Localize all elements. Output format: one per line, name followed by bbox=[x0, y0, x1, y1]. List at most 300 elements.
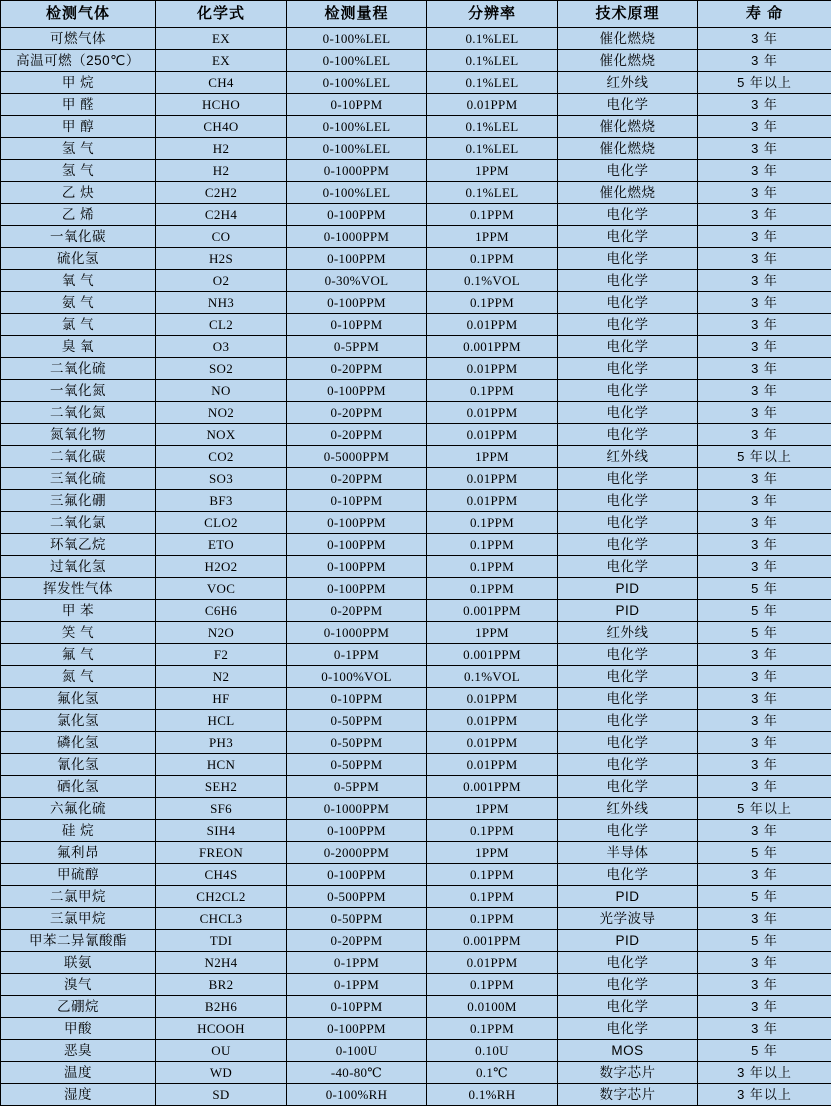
cell-principle: 电化学 bbox=[558, 336, 698, 358]
cell-resolution: 0.001PPM bbox=[427, 776, 558, 798]
cell-lifespan: 3 年 bbox=[698, 534, 831, 556]
cell-resolution: 0.01PPM bbox=[427, 952, 558, 974]
cell-lifespan: 3 年 bbox=[698, 28, 831, 50]
cell-resolution: 0.1PPM bbox=[427, 534, 558, 556]
cell-formula: H2 bbox=[156, 160, 287, 182]
cell-lifespan: 3 年 bbox=[698, 204, 831, 226]
cell-formula: PH3 bbox=[156, 732, 287, 754]
cell-formula: H2 bbox=[156, 138, 287, 160]
cell-gas: 乙 烯 bbox=[1, 204, 156, 226]
table-row bbox=[1, 358, 831, 380]
cell-resolution: 0.1PPM bbox=[427, 974, 558, 996]
cell-range: 0-20PPM bbox=[287, 358, 427, 380]
cell-range: 0-10PPM bbox=[287, 996, 427, 1018]
cell-gas: 二氧化氮 bbox=[1, 402, 156, 424]
cell-range: 0-100%LEL bbox=[287, 116, 427, 138]
cell-principle: 电化学 bbox=[558, 666, 698, 688]
cell-gas: 联氨 bbox=[1, 952, 156, 974]
cell-gas: 甲苯二异氰酸酯 bbox=[1, 930, 156, 952]
cell-range: 0-100PPM bbox=[287, 292, 427, 314]
cell-range: 0-2000PPM bbox=[287, 842, 427, 864]
table-row bbox=[1, 380, 831, 402]
table-row bbox=[1, 468, 831, 490]
cell-formula: HCOOH bbox=[156, 1018, 287, 1040]
table-body bbox=[1, 28, 831, 1106]
cell-gas: 湿度 bbox=[1, 1084, 156, 1106]
cell-formula: SD bbox=[156, 1084, 287, 1106]
cell-principle: 电化学 bbox=[558, 820, 698, 842]
cell-resolution: 0.01PPM bbox=[427, 688, 558, 710]
cell-gas: 硅 烷 bbox=[1, 820, 156, 842]
cell-principle: PID bbox=[558, 930, 698, 952]
cell-formula: HCHO bbox=[156, 94, 287, 116]
cell-principle: 电化学 bbox=[558, 776, 698, 798]
cell-principle: 光学波导 bbox=[558, 908, 698, 930]
cell-formula: B2H6 bbox=[156, 996, 287, 1018]
cell-gas: 氟 气 bbox=[1, 644, 156, 666]
cell-lifespan: 5 年 bbox=[698, 886, 831, 908]
table-row bbox=[1, 1062, 831, 1084]
cell-principle: 电化学 bbox=[558, 556, 698, 578]
cell-formula: HF bbox=[156, 688, 287, 710]
cell-principle: 电化学 bbox=[558, 996, 698, 1018]
cell-formula: F2 bbox=[156, 644, 287, 666]
cell-lifespan: 3 年 bbox=[698, 710, 831, 732]
column-header-lifespan: 寿 命 bbox=[698, 1, 831, 28]
cell-lifespan: 3 年 bbox=[698, 688, 831, 710]
cell-lifespan: 3 年 bbox=[698, 182, 831, 204]
cell-principle: PID bbox=[558, 578, 698, 600]
cell-resolution: 0.1%LEL bbox=[427, 182, 558, 204]
cell-resolution: 0.1PPM bbox=[427, 820, 558, 842]
cell-gas: 磷化氢 bbox=[1, 732, 156, 754]
table-row bbox=[1, 710, 831, 732]
cell-formula: ETO bbox=[156, 534, 287, 556]
cell-gas: 一氧化碳 bbox=[1, 226, 156, 248]
cell-formula: CO2 bbox=[156, 446, 287, 468]
table-row bbox=[1, 94, 831, 116]
cell-formula: CL2 bbox=[156, 314, 287, 336]
cell-lifespan: 5 年 bbox=[698, 1040, 831, 1062]
table-row bbox=[1, 292, 831, 314]
cell-resolution: 0.1PPM bbox=[427, 512, 558, 534]
cell-formula: NH3 bbox=[156, 292, 287, 314]
cell-resolution: 0.01PPM bbox=[427, 490, 558, 512]
table-row bbox=[1, 270, 831, 292]
table-row bbox=[1, 72, 831, 94]
cell-gas: 甲硫醇 bbox=[1, 864, 156, 886]
cell-gas: 三氯甲烷 bbox=[1, 908, 156, 930]
cell-lifespan: 3 年 bbox=[698, 666, 831, 688]
cell-formula: FREON bbox=[156, 842, 287, 864]
cell-formula: BF3 bbox=[156, 490, 287, 512]
cell-range: 0-20PPM bbox=[287, 402, 427, 424]
cell-gas: 硫化氢 bbox=[1, 248, 156, 270]
cell-principle: 电化学 bbox=[558, 424, 698, 446]
table-row bbox=[1, 314, 831, 336]
table-row bbox=[1, 864, 831, 886]
cell-gas: 甲 烷 bbox=[1, 72, 156, 94]
cell-resolution: 1PPM bbox=[427, 798, 558, 820]
cell-resolution: 0.01PPM bbox=[427, 358, 558, 380]
cell-principle: 半导体 bbox=[558, 842, 698, 864]
cell-range: 0-20PPM bbox=[287, 424, 427, 446]
table-row bbox=[1, 336, 831, 358]
cell-range: 0-1PPM bbox=[287, 952, 427, 974]
table-row bbox=[1, 248, 831, 270]
cell-resolution: 0.0100M bbox=[427, 996, 558, 1018]
cell-gas: 恶臭 bbox=[1, 1040, 156, 1062]
cell-resolution: 0.1PPM bbox=[427, 908, 558, 930]
cell-formula: SO2 bbox=[156, 358, 287, 380]
table-row bbox=[1, 754, 831, 776]
cell-lifespan: 3 年 bbox=[698, 248, 831, 270]
cell-formula: O3 bbox=[156, 336, 287, 358]
table-row bbox=[1, 578, 831, 600]
table-row bbox=[1, 1040, 831, 1062]
cell-formula: C6H6 bbox=[156, 600, 287, 622]
cell-formula: CLO2 bbox=[156, 512, 287, 534]
cell-formula: WD bbox=[156, 1062, 287, 1084]
table-row bbox=[1, 160, 831, 182]
table-row bbox=[1, 182, 831, 204]
table-row bbox=[1, 820, 831, 842]
cell-resolution: 0.01PPM bbox=[427, 314, 558, 336]
cell-gas: 氟化氢 bbox=[1, 688, 156, 710]
cell-formula: BR2 bbox=[156, 974, 287, 996]
cell-resolution: 0.001PPM bbox=[427, 336, 558, 358]
cell-range: 0-5PPM bbox=[287, 776, 427, 798]
cell-resolution: 0.01PPM bbox=[427, 732, 558, 754]
cell-gas: 氯化氢 bbox=[1, 710, 156, 732]
table-row bbox=[1, 798, 831, 820]
cell-range: 0-100%LEL bbox=[287, 72, 427, 94]
cell-formula: O2 bbox=[156, 270, 287, 292]
cell-resolution: 0.1PPM bbox=[427, 1018, 558, 1040]
cell-lifespan: 3 年 bbox=[698, 358, 831, 380]
cell-lifespan: 3 年 bbox=[698, 336, 831, 358]
cell-gas: 温度 bbox=[1, 1062, 156, 1084]
cell-resolution: 0.1PPM bbox=[427, 380, 558, 402]
cell-lifespan: 5 年 bbox=[698, 600, 831, 622]
cell-formula: OU bbox=[156, 1040, 287, 1062]
cell-range: 0-100PPM bbox=[287, 512, 427, 534]
cell-range: 0-100PPM bbox=[287, 204, 427, 226]
cell-principle: 电化学 bbox=[558, 512, 698, 534]
cell-resolution: 1PPM bbox=[427, 160, 558, 182]
cell-gas: 氟利昂 bbox=[1, 842, 156, 864]
cell-formula: C2H2 bbox=[156, 182, 287, 204]
cell-lifespan: 5 年以上 bbox=[698, 798, 831, 820]
cell-formula: SO3 bbox=[156, 468, 287, 490]
cell-principle: 电化学 bbox=[558, 688, 698, 710]
table-row bbox=[1, 688, 831, 710]
cell-formula: NO bbox=[156, 380, 287, 402]
cell-range: 0-50PPM bbox=[287, 732, 427, 754]
cell-resolution: 0.01PPM bbox=[427, 754, 558, 776]
cell-gas: 环氧乙烷 bbox=[1, 534, 156, 556]
cell-range: 0-100%VOL bbox=[287, 666, 427, 688]
cell-resolution: 0.1PPM bbox=[427, 248, 558, 270]
cell-range: -40-80℃ bbox=[287, 1062, 427, 1084]
table-row bbox=[1, 996, 831, 1018]
cell-range: 0-5000PPM bbox=[287, 446, 427, 468]
cell-formula: N2O bbox=[156, 622, 287, 644]
cell-range: 0-50PPM bbox=[287, 754, 427, 776]
table-row bbox=[1, 952, 831, 974]
cell-principle: 电化学 bbox=[558, 864, 698, 886]
cell-lifespan: 3 年 bbox=[698, 996, 831, 1018]
cell-range: 0-100PPM bbox=[287, 578, 427, 600]
cell-gas: 二氧化硫 bbox=[1, 358, 156, 380]
cell-lifespan: 3 年 bbox=[698, 160, 831, 182]
cell-formula: EX bbox=[156, 28, 287, 50]
cell-range: 0-10PPM bbox=[287, 490, 427, 512]
table-row bbox=[1, 974, 831, 996]
cell-lifespan: 3 年 bbox=[698, 820, 831, 842]
cell-resolution: 0.1%RH bbox=[427, 1084, 558, 1106]
column-header-range: 检测量程 bbox=[287, 1, 427, 28]
cell-gas: 甲 醇 bbox=[1, 116, 156, 138]
column-header-principle: 技术原理 bbox=[558, 1, 698, 28]
cell-principle: 红外线 bbox=[558, 798, 698, 820]
cell-lifespan: 3 年 bbox=[698, 116, 831, 138]
cell-lifespan: 3 年 bbox=[698, 864, 831, 886]
cell-range: 0-10PPM bbox=[287, 314, 427, 336]
cell-resolution: 0.1%LEL bbox=[427, 28, 558, 50]
cell-lifespan: 3 年 bbox=[698, 644, 831, 666]
table-row bbox=[1, 600, 831, 622]
table-row bbox=[1, 908, 831, 930]
cell-principle: 催化燃烧 bbox=[558, 116, 698, 138]
cell-formula: NOX bbox=[156, 424, 287, 446]
cell-principle: 红外线 bbox=[558, 446, 698, 468]
cell-principle: 红外线 bbox=[558, 72, 698, 94]
cell-principle: 电化学 bbox=[558, 314, 698, 336]
cell-formula: CH4O bbox=[156, 116, 287, 138]
cell-gas: 氢 气 bbox=[1, 160, 156, 182]
cell-principle: 电化学 bbox=[558, 204, 698, 226]
cell-principle: 电化学 bbox=[558, 490, 698, 512]
table-row bbox=[1, 446, 831, 468]
cell-resolution: 0.001PPM bbox=[427, 644, 558, 666]
cell-range: 0-10PPM bbox=[287, 688, 427, 710]
table-row bbox=[1, 116, 831, 138]
table-row bbox=[1, 534, 831, 556]
cell-range: 0-30%VOL bbox=[287, 270, 427, 292]
table-row bbox=[1, 490, 831, 512]
cell-resolution: 0.1%VOL bbox=[427, 666, 558, 688]
table-header bbox=[1, 1, 831, 28]
cell-formula: SF6 bbox=[156, 798, 287, 820]
cell-range: 0-100%LEL bbox=[287, 182, 427, 204]
cell-lifespan: 5 年 bbox=[698, 578, 831, 600]
cell-gas: 氰化氢 bbox=[1, 754, 156, 776]
table-row bbox=[1, 402, 831, 424]
cell-formula: EX bbox=[156, 50, 287, 72]
cell-formula: CO bbox=[156, 226, 287, 248]
cell-lifespan: 3 年 bbox=[698, 380, 831, 402]
table-row bbox=[1, 204, 831, 226]
cell-resolution: 0.01PPM bbox=[427, 94, 558, 116]
cell-gas: 挥发性气体 bbox=[1, 578, 156, 600]
cell-range: 0-100PPM bbox=[287, 534, 427, 556]
cell-principle: 电化学 bbox=[558, 1018, 698, 1040]
cell-resolution: 0.10U bbox=[427, 1040, 558, 1062]
cell-resolution: 1PPM bbox=[427, 226, 558, 248]
cell-range: 0-50PPM bbox=[287, 710, 427, 732]
cell-lifespan: 5 年 bbox=[698, 622, 831, 644]
cell-lifespan: 3 年 bbox=[698, 952, 831, 974]
cell-principle: 电化学 bbox=[558, 952, 698, 974]
cell-gas: 三氧化硫 bbox=[1, 468, 156, 490]
cell-gas: 甲 苯 bbox=[1, 600, 156, 622]
cell-resolution: 1PPM bbox=[427, 842, 558, 864]
cell-range: 0-100PPM bbox=[287, 1018, 427, 1040]
cell-range: 0-100%LEL bbox=[287, 28, 427, 50]
cell-lifespan: 3 年 bbox=[698, 556, 831, 578]
cell-resolution: 0.1℃ bbox=[427, 1062, 558, 1084]
cell-principle: 电化学 bbox=[558, 160, 698, 182]
cell-formula: NO2 bbox=[156, 402, 287, 424]
table-row bbox=[1, 424, 831, 446]
cell-gas: 氮氧化物 bbox=[1, 424, 156, 446]
cell-lifespan: 3 年 bbox=[698, 754, 831, 776]
cell-lifespan: 3 年 bbox=[698, 1018, 831, 1040]
cell-gas: 二氯甲烷 bbox=[1, 886, 156, 908]
cell-range: 0-100U bbox=[287, 1040, 427, 1062]
cell-range: 0-100%LEL bbox=[287, 138, 427, 160]
cell-range: 0-1000PPM bbox=[287, 622, 427, 644]
cell-lifespan: 3 年 bbox=[698, 94, 831, 116]
cell-formula: VOC bbox=[156, 578, 287, 600]
cell-principle: 电化学 bbox=[558, 732, 698, 754]
cell-gas: 笑 气 bbox=[1, 622, 156, 644]
cell-resolution: 0.01PPM bbox=[427, 710, 558, 732]
cell-formula: CH4 bbox=[156, 72, 287, 94]
cell-principle: 电化学 bbox=[558, 644, 698, 666]
table-row bbox=[1, 622, 831, 644]
cell-range: 0-1000PPM bbox=[287, 160, 427, 182]
cell-range: 0-10PPM bbox=[287, 94, 427, 116]
cell-lifespan: 3 年 bbox=[698, 776, 831, 798]
cell-range: 0-100PPM bbox=[287, 380, 427, 402]
table-row bbox=[1, 556, 831, 578]
cell-range: 0-1000PPM bbox=[287, 798, 427, 820]
cell-resolution: 0.1PPM bbox=[427, 204, 558, 226]
cell-principle: 催化燃烧 bbox=[558, 138, 698, 160]
cell-gas: 氮 气 bbox=[1, 666, 156, 688]
cell-resolution: 0.1PPM bbox=[427, 886, 558, 908]
cell-principle: 催化燃烧 bbox=[558, 50, 698, 72]
cell-resolution: 1PPM bbox=[427, 446, 558, 468]
cell-principle: 数字芯片 bbox=[558, 1062, 698, 1084]
cell-resolution: 0.001PPM bbox=[427, 600, 558, 622]
table-row bbox=[1, 50, 831, 72]
cell-formula: TDI bbox=[156, 930, 287, 952]
cell-gas: 氨 气 bbox=[1, 292, 156, 314]
cell-principle: PID bbox=[558, 600, 698, 622]
table-row bbox=[1, 776, 831, 798]
cell-gas: 氯 气 bbox=[1, 314, 156, 336]
cell-gas: 臭 氧 bbox=[1, 336, 156, 358]
cell-formula: CH2CL2 bbox=[156, 886, 287, 908]
cell-resolution: 0.1PPM bbox=[427, 556, 558, 578]
table-row bbox=[1, 1084, 831, 1106]
cell-principle: 红外线 bbox=[558, 622, 698, 644]
cell-formula: CHCL3 bbox=[156, 908, 287, 930]
cell-resolution: 0.01PPM bbox=[427, 424, 558, 446]
cell-gas: 乙 炔 bbox=[1, 182, 156, 204]
cell-resolution: 0.1%LEL bbox=[427, 138, 558, 160]
cell-principle: 电化学 bbox=[558, 534, 698, 556]
cell-formula: CH4S bbox=[156, 864, 287, 886]
cell-principle: 电化学 bbox=[558, 380, 698, 402]
table-row bbox=[1, 644, 831, 666]
cell-principle: 电化学 bbox=[558, 710, 698, 732]
cell-lifespan: 5 年以上 bbox=[698, 446, 831, 468]
cell-lifespan: 5 年以上 bbox=[698, 72, 831, 94]
cell-resolution: 0.1PPM bbox=[427, 578, 558, 600]
cell-range: 0-500PPM bbox=[287, 886, 427, 908]
table-row bbox=[1, 28, 831, 50]
cell-lifespan: 3 年以上 bbox=[698, 1062, 831, 1084]
table-row bbox=[1, 886, 831, 908]
cell-lifespan: 3 年 bbox=[698, 424, 831, 446]
cell-formula: N2 bbox=[156, 666, 287, 688]
cell-lifespan: 3 年 bbox=[698, 402, 831, 424]
cell-lifespan: 5 年 bbox=[698, 930, 831, 952]
cell-lifespan: 3 年 bbox=[698, 732, 831, 754]
cell-gas: 过氧化氢 bbox=[1, 556, 156, 578]
cell-range: 0-100PPM bbox=[287, 556, 427, 578]
table-row bbox=[1, 842, 831, 864]
cell-lifespan: 3 年 bbox=[698, 138, 831, 160]
table-row bbox=[1, 732, 831, 754]
cell-formula: N2H4 bbox=[156, 952, 287, 974]
cell-resolution: 0.1%LEL bbox=[427, 116, 558, 138]
cell-gas: 溴气 bbox=[1, 974, 156, 996]
cell-gas: 高温可燃（250℃） bbox=[1, 50, 156, 72]
cell-principle: MOS bbox=[558, 1040, 698, 1062]
cell-lifespan: 3 年 bbox=[698, 314, 831, 336]
cell-range: 0-50PPM bbox=[287, 908, 427, 930]
cell-formula: SEH2 bbox=[156, 776, 287, 798]
cell-resolution: 0.01PPM bbox=[427, 468, 558, 490]
cell-lifespan: 3 年以上 bbox=[698, 1084, 831, 1106]
cell-lifespan: 3 年 bbox=[698, 512, 831, 534]
table-row bbox=[1, 138, 831, 160]
cell-formula: C2H4 bbox=[156, 204, 287, 226]
cell-principle: PID bbox=[558, 886, 698, 908]
cell-formula: SIH4 bbox=[156, 820, 287, 842]
column-header-gas: 检测气体 bbox=[1, 1, 156, 28]
cell-lifespan: 3 年 bbox=[698, 226, 831, 248]
cell-formula: H2O2 bbox=[156, 556, 287, 578]
cell-principle: 电化学 bbox=[558, 292, 698, 314]
cell-formula: H2S bbox=[156, 248, 287, 270]
cell-resolution: 0.01PPM bbox=[427, 402, 558, 424]
cell-range: 0-20PPM bbox=[287, 468, 427, 490]
cell-gas: 乙硼烷 bbox=[1, 996, 156, 1018]
cell-principle: 电化学 bbox=[558, 270, 698, 292]
cell-principle: 催化燃烧 bbox=[558, 182, 698, 204]
cell-lifespan: 3 年 bbox=[698, 50, 831, 72]
table-row bbox=[1, 930, 831, 952]
cell-lifespan: 3 年 bbox=[698, 908, 831, 930]
cell-gas: 可燃气体 bbox=[1, 28, 156, 50]
cell-range: 0-5PPM bbox=[287, 336, 427, 358]
